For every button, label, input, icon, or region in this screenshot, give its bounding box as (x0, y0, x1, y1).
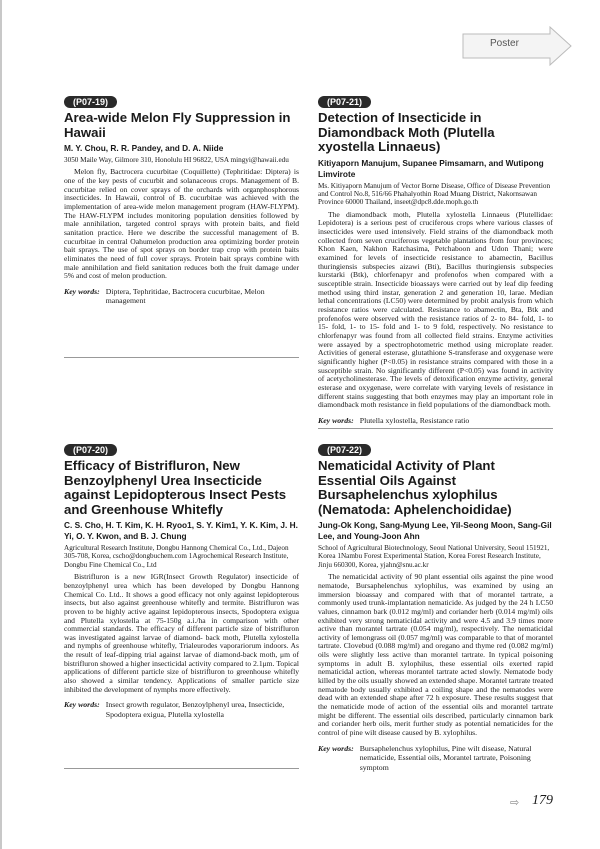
keywords-text: Diptera, Tephritidae, Bactrocera cucurbitae, Melon management (105, 286, 265, 306)
abstract-title: Detection of Insecticide in Diamondback Moth (Plutella xyostella Linnaeus) (318, 110, 495, 154)
page-arrow-icon: ⇨ (510, 797, 520, 809)
abstract-code: (P07-22) (318, 444, 371, 456)
abstract-p07-22 (318, 440, 553, 772)
abstract-body: The nematicidal activity of 90 plant essential oils against the pine wood nematode, Bursaphelenchus xylophilus, was examined by using an immersion bioassay and compared with that of morantel tartrate, a commonly used trunk-implantation nematicide. As judged by the 24 h LC50 values, cinnamon bark (0.012 mg/ml) and coriander herb (0.014 mg/ml) oils exhibited very strong nematicidal activity and were 4.5 and 3.9 times more active than morantel tartrate (0.054 mg/ml), respectively. The nematicidal activity of lemongrass oil (0.057 mg/ml) was comparable to that of morantel tartrate. Clovebud (0.088 mg/ml) and oregano and thyme red (0.082 mg/ml) oils were slightly less active than morantel tartrate. In typical poisoning symptoms in adult B. xylophilus, these essential oils exerted rapid nematicidal action, whereas morantel tartrate acted slowly. Nematode body killed by the oils usually showed an extended shape. Morantel tartrate treated nematode body usually exhibited a coiling shape and the nematodes were dead with an extended shape after 72 h exposure. These results suggest that the nematicide mode of action of the essential oils and morantel tartrate might be different. The essential oils described, particularly cinnamon bark and coriander herb oils, merit further study as potential nematicides for the control of pine wilt disease caused by B. xylophilus. (318, 572, 553, 738)
abstract-authors: M. Y. Chou, R. R. Pandey, and D. A. Niide (64, 143, 224, 153)
abstract-affiliation: Ms. Kitiyaporn Manujum of Vector Borne Disease, Office of Disease Prevention and Control No.8, 516/66 Phahalyothin Road Muang District, Nakornsawan Province 60000 Thailand, inseet@dpc8.dde.moph.go.th (318, 181, 551, 207)
abstract-keywords (64, 700, 299, 719)
abstract-code: (P07-19) (64, 96, 117, 108)
divider (64, 768, 299, 769)
divider (318, 428, 553, 429)
abstract-body: Melon fly, Bactrocera cucurbitae (Coquillette) (Tephritidae: Diptera) is one of the key pests of cucurbit and solanaceous crops. Management of B. cucurbitae relied on cover sprays of the orchards with organphosphorous insecticides. In Hawaii, control of B. cucurbitae was achieved with the implementation of area-wide melon management program (HAW-FLYPM). The HAW-FLYPM includes monitoring population densities followed by male annihilation, targeted control sprays with protein baits, and field sanitation practice. Here we describe the successful management of B. cucurbitae in central Oahumelon production area optimizing border protein bait sprays. The use of spot sprays on border trap crop with protein baits eliminates the need of full cover sprays. Protein bait sprays combine with male annihilation and field sanitation reduces both the fruit damage under 5% and cost of melon production. (64, 167, 299, 281)
keywords-text: Insect growth regulator, Benzoylphenyl urea, Insecticide, Spodoptera exigua, Plutella xylostella (105, 700, 285, 719)
abstract-p07-21 (318, 92, 553, 425)
poster-tab (462, 26, 572, 66)
keywords-text: Bursaphelenchus xylophilus, Pine wilt disease, Natural nematicide, Essential oils, Morantel tartrate, Poisoning symptom (359, 743, 532, 772)
abstract-authors: Jung-Ok Kong, Sang-Myung Lee, Yil-Seong Moon, Sang-Gil Lee, and Young-Joon Ahn (318, 520, 552, 541)
divider (64, 357, 299, 358)
abstract-affiliation: Agricultural Research Institute, Dongbu Hannong Chemical Co., Ltd., Dajeon 305-708, Korea, cscho@dongbuchem.com 1Agrochemical Research Institute, Dongbu Fine Chemical Co., Ltd (64, 544, 289, 569)
abstract-authors: Kitiyaporn Manujum, Supanee Pimsamarn, and Wutipong Limvirote (318, 157, 544, 179)
abstract-p07-20 (64, 440, 299, 719)
abstract-keywords (318, 416, 553, 426)
abstract-code: (P07-21) (318, 96, 371, 108)
abstract-code: (P07-20) (64, 444, 117, 456)
page-number: 179 (532, 793, 553, 808)
abstract-authors: C. S. Cho, H. T. Kim, K. H. Ryoo1, S. Y. Kim1, Y. K. Kim, J. H. Yi, O. Y. Kwon, and B. J. Chung (64, 520, 298, 541)
abstract-keywords (318, 744, 553, 773)
abstract-body: The diamondback moth, Plutella xylostella Linnaeus (Plutellidae: Lepidotera) is a serious pest of cruciferous crops where various classes of insecticides were used intensively. Field strains of the diamondback moth collected from seven cruciferous vegetable plantations from four provinces; Khon Kaen, Nakhon Ratchasima, Petchaboon and Udon Thani; were examined for levels of insecticide resistance to abamectin, Bacillus thuringiensis subspecies aizawi (Bti), Bacillus thuringiensis subspecies kurstarki (Btk), chlorfenapyr and profenofos when compared with a susceptible strain. Insecticide bioassays were carried out by leaf dip feeding method using third instar, generation 2 and generation 10, larae. Median lethal concentrations (LC50) were determined by probit analysis from which resistance ratios were calculated. Resistance to abamectin, Bta, Btk and profenofos were observed with the resistance ratios of 2- to 84- fold, 1- to 15- fold, 1- to 15- fold and 1- to 9 fold, respectively. No resistance to chlorfenapyr was found from all collected field strains. Enzyme activities were assayed by a spectrophotometric method using microplate reader. Activities of general esterase, glutathione S-transferase and oxygenase were significantly higher (P<0.05) in resistance strains compared with those in a susceptible strain. No significantly different (P<0.05) was found in activity of acetycholinesterase. The levels of detoxification enzyme activity, general esterase and oxygenase, were correlate with varying levels of resistance in different stains suggesting that both enzymes may play an important role in diamondback moth resistance in field populations of the diamondback moth. (318, 209, 553, 410)
keywords-label: Key words: (64, 286, 100, 296)
abstract-keywords (64, 287, 299, 306)
keywords-text: Plutella xylostella, Resistance ratio (359, 415, 470, 425)
keywords-label: Key words: (64, 700, 100, 710)
abstract-p07-19 (64, 92, 299, 306)
abstract-body: Bistrifluron is a new IGR(Insect Growth Regulator) insecticide of benzoylphenyl urea which has been developed by Dongbu Hannong Chemical Co. Ltd.. It shows a good efficacy not only against lepidopterous insects, but also against greenhouse whitefly and termite. Bistrifluron was proven to be highly active against lepidopterous insects, Spodoptera exigua and Plutella xylostella at 75-150g a.i./ha in comparison with other commercial standards. The efficacy of different particle size of bistrifluron was investigated against larvae of diamond- back moth, Plutella xylostella and nymphs of greenhouse whitefly, Trialeurodes vaporariorum indoors. As the result of leaf-dipping trial against larvae of diamond-back moth, μm of bistrifluron showed a higher insecticidal activity compared to 2.1μm. Topical applications of different particle size of bistrifluron to greenhouse whitefly also showed a similar tendency. Applications of smaller particle size inhibited the development of nymphs more effectively. (64, 572, 299, 694)
page-edge-line (0, 0, 2, 849)
abstract-title: Nematicidal Activity of Plant Essential Oils Against Bursaphelenchus xylophilus (Nematoda: Aphelenchoididae) (318, 458, 512, 517)
keywords-label: Key words: (318, 743, 354, 753)
abstract-affiliation: 3050 Maile Way, Gilmore 310, Honolulu HI 96822, USA mingyi@hawaii.edu (64, 156, 289, 164)
abstract-affiliation: School of Agricultural Biotechnology, Seoul National University, Seoul 151921, Korea 1Nambu Forest Experimental Station, Korea Forest Research Institute, Jinju 660300, Korea, yjahn@snu.ac.kr (318, 544, 550, 569)
poster-tab-label: Poster (490, 38, 519, 49)
abstract-title: Area-wide Melon Fly Suppression in Hawaii (64, 110, 291, 140)
keywords-label: Key words: (318, 415, 354, 425)
abstract-title: Efficacy of Bistrifluron, New Benzoylphenyl Urea Insecticide against Lepidopterous Insect Pests and Greenhouse Whitefly (64, 458, 287, 517)
